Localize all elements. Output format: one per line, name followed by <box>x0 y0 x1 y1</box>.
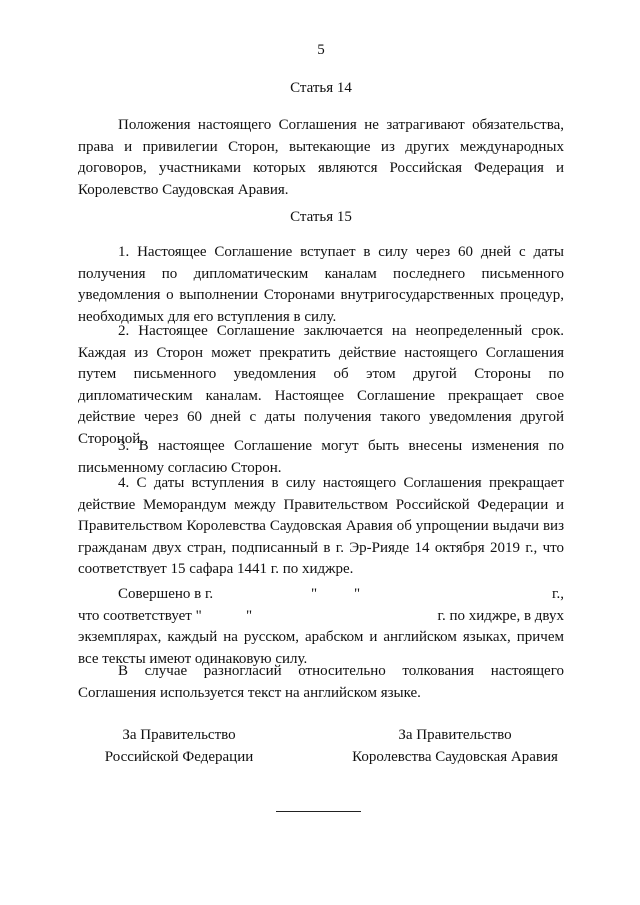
article-14-text: Положения настоящего Соглашения не затрагивают обязательства, права и привилегии Сторон, вытекающие из других международных договоров, участниками которых являются Российская Федерация и Королевство Саудовская Аравия. <box>78 117 564 198</box>
done-date-quote-open: " <box>311 586 318 602</box>
closing-rule <box>276 811 361 812</box>
dispute-clause: В случае разногласий относительно толкования настоящего Соглашения используется текст на английском языке. <box>78 663 564 701</box>
done-year-suffix: г., <box>552 586 564 602</box>
signature-saudi-line-2: Королевства Саудовская Аравия <box>352 748 558 765</box>
hijri-suffix: г. по хиджре, в двух <box>437 607 564 624</box>
hijri-label: что соответствует " <box>78 607 202 624</box>
signature-block-saudi <box>346 725 564 768</box>
signature-block-russia <box>94 725 264 768</box>
signature-russia-line-2: Российской Федерации <box>104 748 254 765</box>
page-number: 5 <box>317 42 325 58</box>
signature-saudi-line-1: За Правительство <box>398 727 512 743</box>
article-15-paragraph-3: 3. В настоящее Соглашение могут быть внесены изменения по письменному согласию Сторон. <box>78 438 564 476</box>
article-15-paragraph-4: 4. С даты вступления в силу настоящего Соглашения прекращает действие Меморандум между Правительством Российской Федерации и Правительством Королевства Саудовская Аравия об упрощении выдачи виз гражданам двух стран, подписанный в г. Эр-Рияде 14 октября 2019 г., что соответствует 15 сафара 1441 г. по хиджре. <box>78 475 564 577</box>
done-clause-rest: экземплярах, каждый на русском, арабском и английском языках, причем все тексты имеют одинаковую силу. <box>78 629 564 667</box>
signature-russia-line-1: За Правительство <box>122 727 236 743</box>
done-date-quote-close: " <box>354 586 361 602</box>
hijri-quote-close: " <box>246 607 253 624</box>
article-14-heading: Статья 14 <box>290 80 352 96</box>
article-15-paragraph-2: 2. Настоящее Соглашение заключается на неопределенный срок. Каждая из Сторон может прекратить действие настоящего Соглашения путем письменного уведомления об этом другой Стороны по дипломатическим каналам. Настоящее Соглашение прекращает свое действие через 60 дней с даты получения такого уведомления другой Стороной. <box>78 323 564 447</box>
article-15-paragraph-1: 1. Настоящее Соглашение вступает в силу через 60 дней с даты получения по дипломатическим каналам последнего письменного уведомления о выполнении Сторонами внутригосударственных процедур, необходимых для его вступления в силу. <box>78 244 564 325</box>
done-place-label: Совершено в г. <box>118 586 214 602</box>
article-15-heading: Статья 15 <box>290 209 352 225</box>
done-clause <box>78 584 564 670</box>
